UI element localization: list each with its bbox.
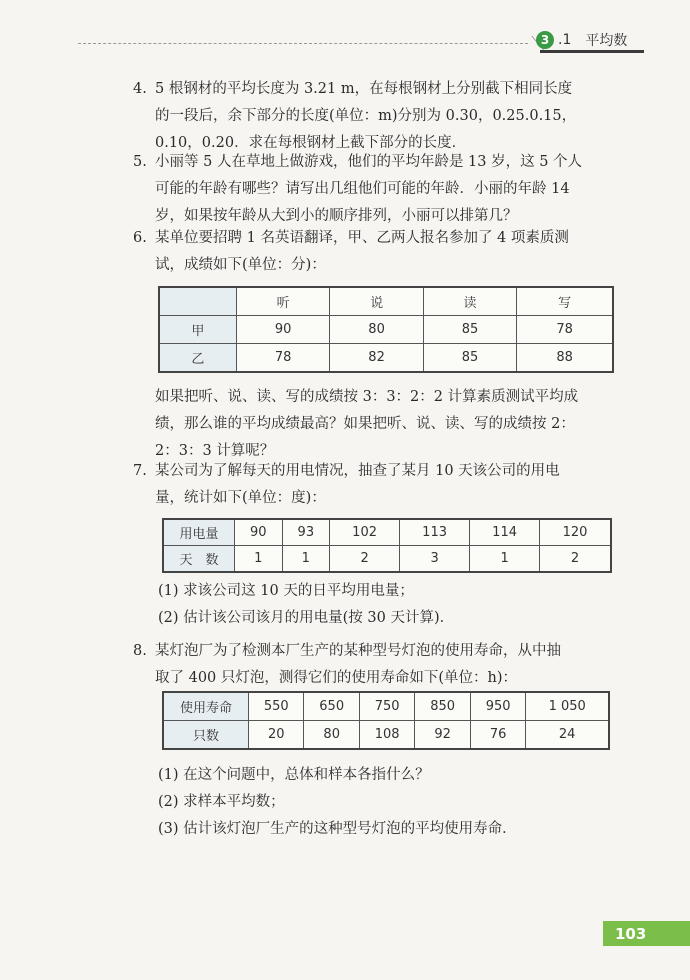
subquestion: (2) 求样本平均数；	[158, 794, 285, 810]
table-cell: 114	[470, 519, 540, 546]
column-header-speak: 说	[330, 287, 423, 316]
problem-7-text	[155, 458, 625, 512]
problem-number-8: 8.	[133, 643, 147, 659]
table-cell: 88	[517, 344, 613, 373]
subquestion: (1) 在这个问题中，总体和样本各指什么？	[158, 767, 430, 783]
table-cell: 1	[470, 546, 540, 573]
problem-6-text	[155, 225, 625, 279]
table-cell: 850	[415, 692, 470, 721]
section-number: .1	[558, 32, 572, 48]
problem-number-7: 7.	[133, 463, 147, 479]
problem-number-6: 6.	[133, 230, 147, 246]
problem-5-line: 小丽等 5 人在草地上做游戏，他们的平均年龄是 13 岁，这 5 个人	[155, 154, 583, 170]
table-cell: 80	[304, 721, 359, 750]
problem-4-line: 0.10，0.20．求在每根钢材上截下部分的长度．	[155, 135, 467, 151]
table-cell: 2	[540, 546, 611, 573]
table-cell: 113	[400, 519, 470, 546]
table-cell: 1 050	[526, 692, 609, 721]
table-cell: 108	[359, 721, 414, 750]
header-dashed-rule	[78, 43, 528, 44]
table-row	[163, 721, 609, 750]
bulb-lifetime-table	[162, 691, 610, 750]
problem-4-line: 5 根钢材的平均长度为 3.21 m，在每根钢材上分别截下相同长度	[155, 81, 573, 97]
table-cell: 85	[423, 344, 516, 373]
table-cell: 85	[423, 316, 516, 344]
row-label: 使用寿命	[163, 692, 249, 721]
table-cell: 90	[236, 316, 329, 344]
table-cell: 750	[359, 692, 414, 721]
table-cell: 78	[517, 316, 613, 344]
problem-8-line: 取了 400 只灯泡，测得它们的使用寿命如下(单位：h)：	[155, 670, 518, 686]
table-cell: 2	[330, 546, 400, 573]
table-cell: 20	[249, 721, 304, 750]
running-header	[536, 30, 627, 50]
table-row	[159, 316, 613, 344]
table-row	[163, 519, 611, 546]
table-cell: 90	[235, 519, 283, 546]
subquestion: (1) 求该公司这 10 天的日平均用电量；	[158, 583, 414, 599]
table-cell: 82	[330, 344, 423, 373]
table-cell: 650	[304, 692, 359, 721]
problem-4-line: 的一段后，余下部分的长度(单位：m)分别为 0.30，0.25.0.15，	[155, 108, 577, 124]
table-row	[163, 692, 609, 721]
table-corner-cell	[159, 287, 236, 316]
table-row	[163, 546, 611, 573]
problem-7-subquestions	[158, 578, 628, 632]
problem-8-line: 某灯泡厂为了检测本厂生产的某种型号灯泡的使用寿命，从中抽	[155, 643, 561, 659]
table-cell: 1	[235, 546, 283, 573]
table-cell: 120	[540, 519, 611, 546]
problem-6-followup	[155, 384, 625, 465]
problem-7-line: 量，统计如下(单位：度)：	[155, 490, 326, 506]
header-underline-bar	[540, 50, 644, 53]
row-label: 天 数	[163, 546, 235, 573]
row-label: 用电量	[163, 519, 235, 546]
problem-5-text	[155, 149, 625, 230]
table-cell: 102	[330, 519, 400, 546]
column-header-listen: 听	[236, 287, 329, 316]
electricity-table	[162, 518, 612, 573]
page-number: 103	[615, 924, 647, 943]
row-label: 甲	[159, 316, 236, 344]
problem-5-line: 可能的年龄有哪些？请写出几组他们可能的年龄．小丽的年龄 14	[155, 181, 570, 197]
table-cell: 92	[415, 721, 470, 750]
table-cell: 1	[282, 546, 330, 573]
row-label: 只数	[163, 721, 249, 750]
problem-7-line: 某公司为了解每天的用电情况，抽查了某月 10 天该公司的用电	[155, 463, 560, 479]
row-label: 乙	[159, 344, 236, 373]
problem-8-text	[155, 638, 625, 692]
table-header-row	[159, 287, 613, 316]
problem-6-line: 试，成绩如下(单位：分)：	[155, 257, 326, 273]
table-cell: 950	[470, 692, 525, 721]
column-header-write: 写	[517, 287, 613, 316]
subquestion: (3) 估计该灯泡厂生产的这种型号灯泡的平均使用寿命．	[158, 821, 517, 837]
chapter-number-badge: 3	[536, 31, 554, 49]
problem-6-followup-line: 2：3：3 计算呢？	[155, 443, 275, 459]
problem-4-text	[155, 76, 625, 157]
table-cell: 76	[470, 721, 525, 750]
table-cell: 24	[526, 721, 609, 750]
page-number-tab	[603, 921, 690, 946]
problem-6-line: 某单位要招聘 1 名英语翻译，甲、乙两人报名参加了 4 项素质测	[155, 230, 569, 246]
score-table	[158, 286, 614, 373]
problem-8-subquestions	[158, 762, 628, 843]
table-cell: 3	[400, 546, 470, 573]
table-cell: 80	[330, 316, 423, 344]
table-row	[159, 344, 613, 373]
column-header-read: 读	[423, 287, 516, 316]
subquestion: (2) 估计该公司该月的用电量(按 30 天计算)．	[158, 610, 455, 626]
section-title: 平均数	[585, 33, 628, 49]
problem-number-4: 4.	[133, 81, 147, 97]
problem-6-followup-line: 如果把听、说、读、写的成绩按 3：3：2：2 计算素质测试平均成	[155, 389, 579, 405]
table-cell: 78	[236, 344, 329, 373]
table-cell: 550	[249, 692, 304, 721]
problem-5-line: 岁，如果按年龄从大到小的顺序排列，小丽可以排第几？	[155, 208, 518, 224]
problem-6-followup-line: 绩，那么谁的平均成绩最高？如果把听、说、读、写的成绩按 2：	[155, 416, 575, 432]
table-cell: 93	[282, 519, 330, 546]
problem-number-5: 5.	[133, 154, 147, 170]
